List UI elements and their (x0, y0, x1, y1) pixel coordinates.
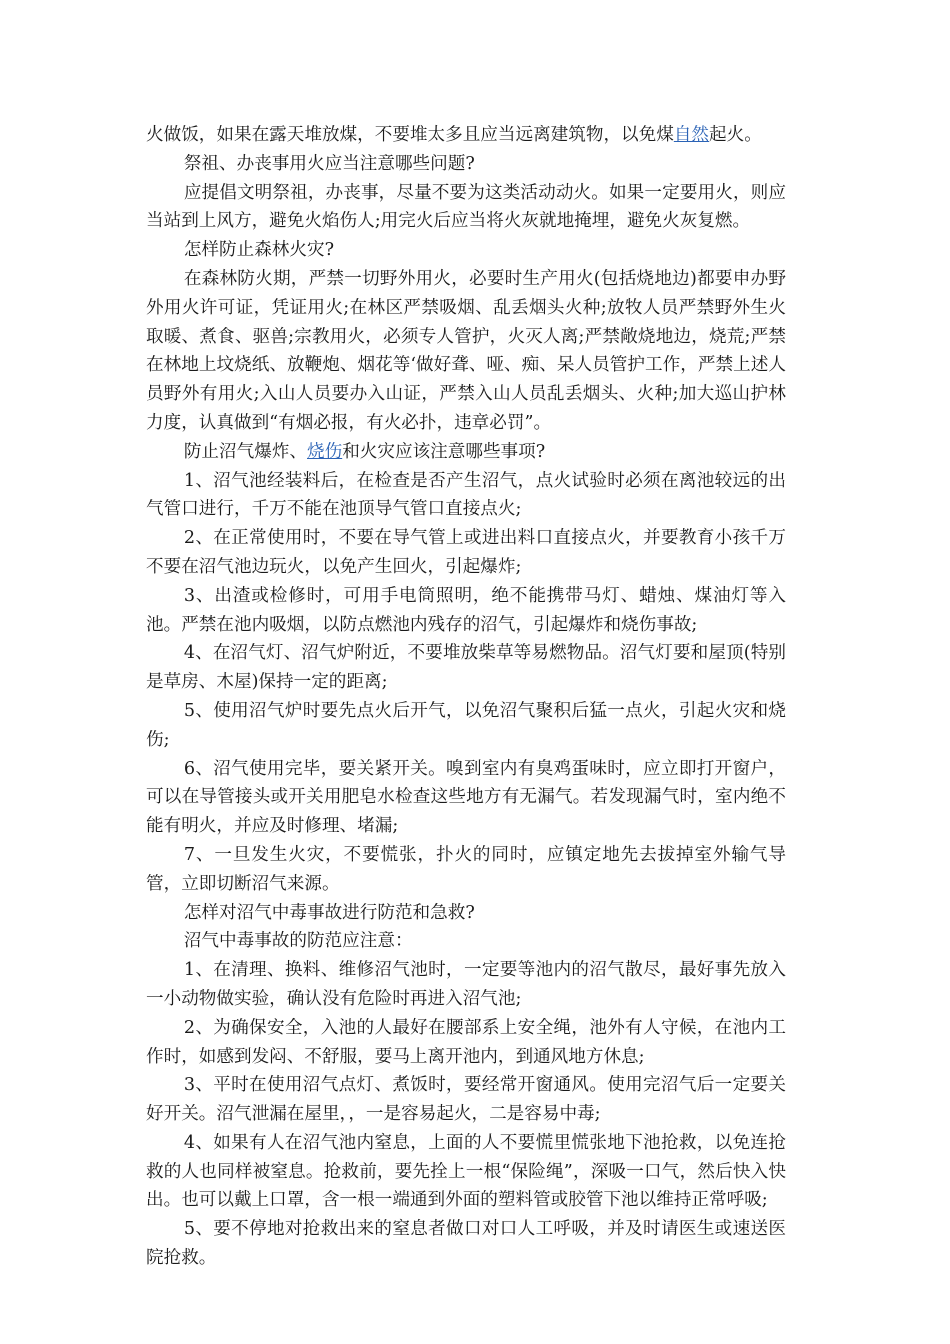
list-item: 2、为确保安全，入池的人最好在腰部系上安全绳，池外有人守候，在池内工作时，如感到发闷、不舒服，要马上离开池内，到通风地方休息; (146, 1017, 786, 1067)
question-heading: 祭祖、办丧事用火应当注意哪些问题? (183, 153, 475, 174)
list-item: 4、如果有人在沼气池内窒息，上面的人不要慌里慌张地下池抢救，以免连抢救的人也同样被窒息。抢救前，要先拴上一根“保险绳”，深吸一口气，然后快入快出。也可以戴上口罩，含一根一端通到外面的塑料管或胶管下池以维持正常呼吸; (146, 1132, 786, 1211)
list-item: 6、沼气使用完毕，要关紧开关。嗅到室内有臭鸡蛋味时，应立即打开窗户，可以在导管接头或开关用肥皂水检查这些地方有无漏气。若发现漏气时，室内绝不能有明火，并应及时修理、堵漏; (146, 758, 786, 837)
list-item: 1、在清理、换料、维修沼气池时，一定要等池内的沼气散尽，最好事先放入一小动物做实验，确认没有危险时再进入沼气池; (146, 960, 786, 1009)
document-page (146, 121, 786, 1273)
list-item: 2、在正常使用时，不要在导气管上或进出料口直接点火，并要教育小孩千万不要在沼气池边玩火，以免产生回火，引起爆炸; (146, 528, 786, 577)
list-item: 5、使用沼气炉时要先点火后开气，以免沼气聚积后猛一点火，引起火灾和烧伤; (146, 700, 786, 750)
list-item: 1、沼气池经装料后，在检查是否产生沼气，点火试验时必须在离池较远的出气管口进行，千万不能在池顶导气管口直接点火; (146, 470, 786, 520)
question-heading: 怎样防止森林火灾? (183, 240, 335, 261)
answer-paragraph: 应提倡文明祭祖，办丧事，尽量不要为这类活动动火。如果一定要用火，则应当站到上风方，避免火焰伤人;用完火后应当将火灰就地掩埋，避免火灰复燃。 (146, 182, 786, 232)
answer-paragraph: 在森林防火期，严禁一切野外用火，必要时生产用火(包括烧地边)都要申办野外用火许可证，凭证用火;在林区严禁吸烟、乱丢烟头火种;放牧人员严禁野外生火取暖、煮食、驱兽;宗教用火，必须专人管护，火灭人离;严禁敞烧地边，烧荒;严禁在林地上坟烧纸、放鞭炮、烟花等‘做好聋、哑、痴、呆人员管护工作，严禁上述人员野外有用火;入山人员要办入山证，严禁入山人员乱丢烟头、火种;加大巡山护林力度，认真做到“有烟必报，有火必扑，违章必罚”。 (146, 268, 786, 433)
question-heading (146, 438, 786, 467)
list-item: 7、一旦发生火灾，不要慌张，扑火的同时，应镇定地先去拔掉室外输气导管，立即切断沼气来源。 (146, 844, 786, 894)
list-item: 4、在沼气灯、沼气炉附近，不要堆放柴草等易燃物品。沼气灯要和屋顶(特别是草房、木屋)保持一定的距离; (146, 643, 786, 693)
link-burn[interactable]: 烧伤 (307, 441, 343, 462)
paragraph-continuation (146, 121, 786, 150)
paragraph-text: 防止沼气爆炸、 (183, 441, 307, 462)
sub-heading: 沼气中毒事故的防范应注意： (183, 931, 413, 952)
list-item: 3、平时在使用沼气点灯、煮饭时，要经常开窗通风。使用完沼气后一定要关好开关。沼气泄漏在屋里，，一是容易起火，二是容易中毒; (146, 1075, 786, 1125)
paragraph-text: 火做饭，如果在露天堆放煤，不要堆太多且应当远离建筑物，以免煤 (146, 125, 674, 145)
paragraph-text: 起火。 (709, 125, 762, 145)
paragraph-text: 和火灾应该注意哪些事项? (342, 441, 546, 462)
list-item: 5、要不停地对抢救出来的窒息者做口对口人工呼吸，并及时请医生或速送医院抢救。 (146, 1219, 786, 1269)
question-heading: 怎样对沼气中毒事故进行防范和急救? (183, 902, 475, 923)
list-item: 3、出渣或检修时，可用手电筒照明，绝不能携带马灯、蜡烛、煤油灯等入池。严禁在池内吸烟，以防点燃池内残存的沼气，引起爆炸和烧伤事故; (146, 585, 786, 635)
link-natural[interactable]: 自然 (673, 125, 710, 145)
